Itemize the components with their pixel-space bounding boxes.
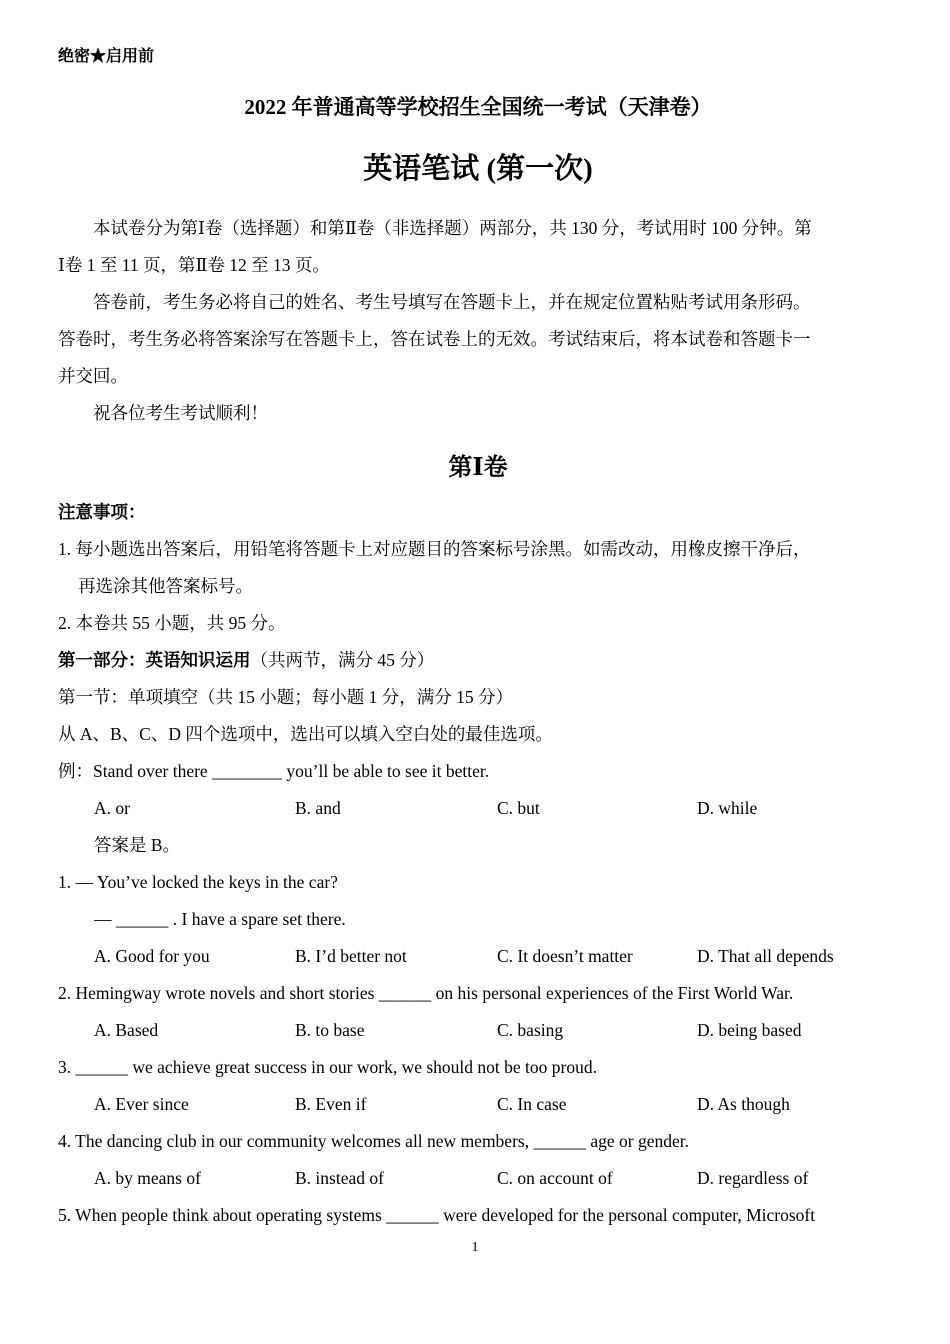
option-d: D. while	[697, 798, 758, 818]
section1-heading: 第一节：单项填空（共 15 小题；每小题 1 分，满分 15 分）	[58, 687, 513, 707]
option-b: B. and	[295, 798, 341, 818]
example-block	[58, 753, 898, 864]
intro-p1-line1: 本试卷分为第Ⅰ卷（选择题）和第Ⅱ卷（非选择题）两部分，共 130 分，考试用时 100 分钟。第	[93, 218, 812, 238]
question-4	[58, 1123, 898, 1197]
question-stem: 4. The dancing club in our community welcomes all new members, ______ age or gender.	[58, 1131, 689, 1151]
example-stem: 例：Stand over there ________ you’ll be able to see it better.	[58, 761, 490, 781]
option-d: D. That all depends	[697, 946, 834, 966]
question-2	[58, 975, 898, 1049]
note-1-line2: 再选涂其他答案标号。	[78, 576, 253, 596]
option-d: D. being based	[697, 1020, 802, 1040]
option-c: C. basing	[497, 1020, 564, 1040]
question-1	[58, 864, 898, 975]
option-d: D. regardless of	[697, 1168, 809, 1188]
question-stem: 1. — You’ve locked the keys in the car?	[58, 872, 338, 892]
question-stem-continued: — ______ . I have a spare set there.	[94, 909, 346, 929]
option-a: A. by means of	[94, 1168, 201, 1188]
option-b: B. I’d better not	[295, 946, 407, 966]
intro-section	[58, 210, 898, 432]
question-options	[94, 1012, 898, 1049]
option-c: C. but	[497, 798, 540, 818]
note-1-line1: 1. 每小题选出答案后，用铅笔将答题卡上对应题目的答案标号涂黑。如需改动，用橡皮擦干净后，	[58, 539, 811, 559]
volume-title: 第Ⅰ卷	[448, 455, 508, 481]
option-c: C. It doesn’t matter	[497, 946, 633, 966]
question-options	[94, 1160, 898, 1197]
part1-heading-rest: （共两节，满分 45 分）	[250, 650, 435, 670]
option-b: B. Even if	[295, 1094, 367, 1114]
instruction-text: 从 A、B、C、D 四个选项中，选出可以填入空白处的最佳选项。	[58, 724, 553, 744]
option-b: B. to base	[295, 1020, 365, 1040]
notes-heading: 注意事项：	[58, 502, 146, 522]
part1-heading-bold: 第一部分：英语知识运用	[58, 650, 251, 670]
intro-p3: 祝各位考生考试顺利！	[93, 403, 268, 423]
question-3	[58, 1049, 898, 1123]
question-options	[94, 938, 898, 975]
question-stem: 2. Hemingway wrote novels and short stories ______ on his personal experiences of the First World War.	[58, 983, 794, 1003]
note-2: 2. 本卷共 55 小题，共 95 分。	[58, 613, 286, 633]
option-a: A. Good for you	[94, 946, 210, 966]
subject-title: 英语笔试 (第一次)	[363, 153, 593, 185]
example-options	[94, 790, 898, 827]
option-a: A. or	[94, 798, 130, 818]
question-5	[58, 1197, 898, 1234]
exam-title: 2022 年普通高等学校招生全国统一考试（天津卷）	[244, 95, 712, 119]
option-c: C. on account of	[497, 1168, 613, 1188]
question-stem: 5. When people think about operating systems ______ were developed for the personal computer, Microsoft	[58, 1205, 816, 1225]
option-b: B. instead of	[295, 1168, 384, 1188]
question-stem: 3. ______ we achieve great success in our work, we should not be too proud.	[58, 1057, 597, 1077]
part1-heading	[58, 642, 898, 679]
intro-p2-line2: 答卷时，考生务必将答案涂写在答题卡上，答在试卷上的无效。考试结束后，将本试卷和答题卡一	[58, 329, 811, 349]
option-a: A. Ever since	[94, 1094, 189, 1114]
intro-p2-line3: 并交回。	[58, 366, 128, 386]
option-a: A. Based	[94, 1020, 159, 1040]
question-options	[94, 1086, 898, 1123]
intro-p2-line1: 答卷前，考生务必将自己的姓名、考生号填写在答题卡上，并在规定位置粘贴考试用条形码。	[93, 292, 811, 312]
classification-label: 绝密★启用前	[58, 48, 155, 65]
intro-p1-line2: Ⅰ卷 1 至 11 页，第Ⅱ卷 12 至 13 页。	[58, 255, 330, 275]
option-c: C. In case	[497, 1094, 567, 1114]
page-number: 1	[471, 1240, 479, 1255]
option-d: D. As though	[697, 1094, 790, 1114]
example-answer: 答案是 B。	[94, 835, 181, 855]
